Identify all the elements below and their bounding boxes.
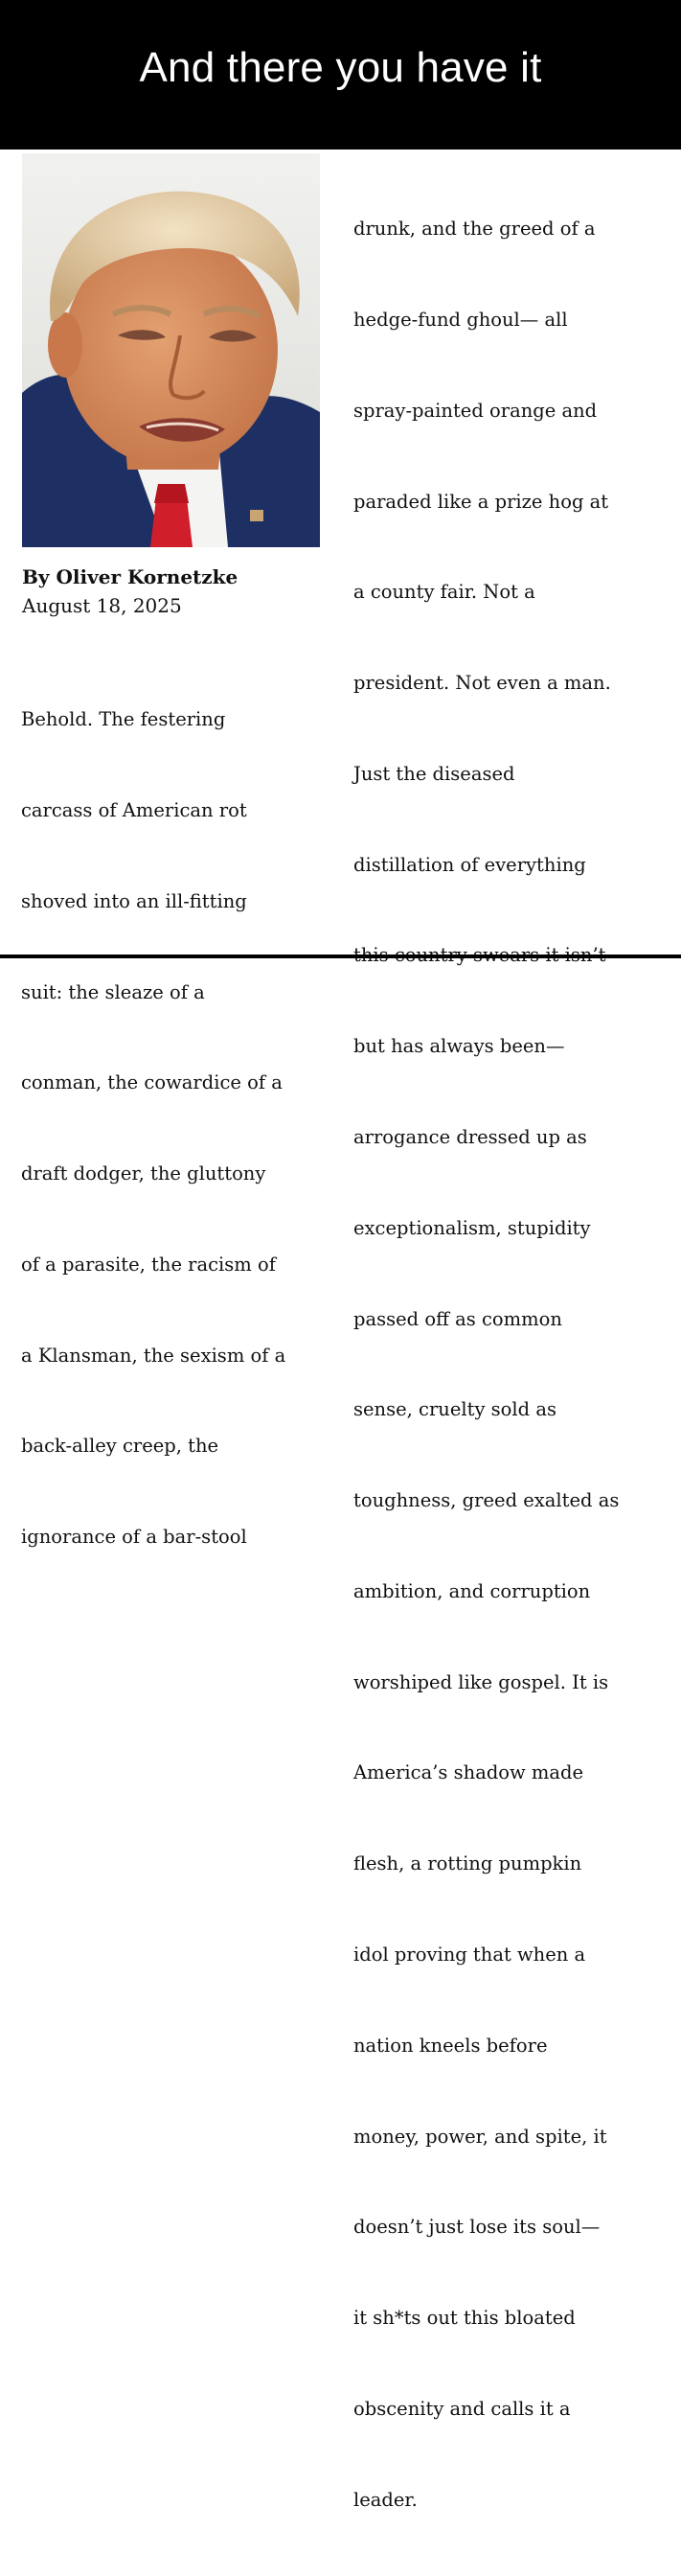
body-line: a county fair. Not a (353, 581, 535, 604)
article-column-right (353, 153, 619, 2576)
body-line: draft dodger, the gluttony (21, 1162, 266, 1185)
caption-banner (0, 0, 681, 150)
body-line: distillation of everything (353, 853, 586, 876)
body-line: doesn’t just lose its soul— (353, 2216, 601, 2239)
flag-pin-icon (250, 510, 263, 521)
body-line: Behold. The festering (21, 708, 226, 731)
body-line: it sh*ts out this bloated (353, 2307, 576, 2330)
body-line: conman, the cowardice of a (21, 1071, 283, 1094)
bottom-divider (0, 954, 681, 958)
body-line: carcass of American rot (21, 798, 247, 821)
body-line: drunk, and the greed of a (353, 218, 596, 241)
caption-text: And there you have it (139, 44, 542, 91)
body-line: suit: the sleaze of a (21, 980, 205, 1003)
author-subject-photo (22, 153, 320, 547)
body-line: ambition, and corruption (353, 1579, 591, 1602)
body-line: arrogance dressed up as (353, 1126, 587, 1148)
body-line: idol proving that when a (353, 1944, 586, 1966)
body-line: president. Not even a man. (353, 672, 611, 695)
body-line: leader. (353, 2488, 418, 2511)
body-line: but has always been— (353, 1035, 565, 1058)
body-line: sense, cruelty sold as (353, 1398, 556, 1421)
article-column-left (21, 644, 285, 1613)
body-line: money, power, and spite, it (353, 2125, 607, 2148)
portrait-illustration (22, 153, 320, 547)
byline (22, 563, 238, 620)
body-line: ignorance of a bar-stool (21, 1526, 247, 1549)
body-line: worshiped like gospel. It is (353, 1670, 609, 1693)
body-line: a Klansman, the sexism of a (21, 1344, 286, 1367)
body-line: passed off as common (353, 1307, 562, 1330)
body-line: spray-painted orange and (353, 399, 598, 422)
body-line: back-alley creep, the (21, 1435, 219, 1458)
author-name: By Oliver Kornetzke (22, 565, 238, 588)
body-line: America’s shadow made (353, 1761, 584, 1784)
body-line: nation kneels before (353, 2034, 548, 2057)
body-line: shoved into an ill-fitting (21, 889, 247, 912)
body-line: of a parasite, the racism of (21, 1253, 276, 1276)
body-line: obscenity and calls it a (353, 2397, 571, 2420)
body-line: hedge-fund ghoul— all (353, 308, 568, 331)
body-line: Just the diseased (353, 762, 515, 785)
body-line: toughness, greed exalted as (353, 1489, 620, 1512)
body-line: exceptionalism, stupidity (353, 1216, 591, 1239)
publish-date: August 18, 2025 (22, 594, 182, 617)
body-line: flesh, a rotting pumpkin (353, 1852, 582, 1875)
body-line: paraded like a prize hog at (353, 490, 609, 513)
